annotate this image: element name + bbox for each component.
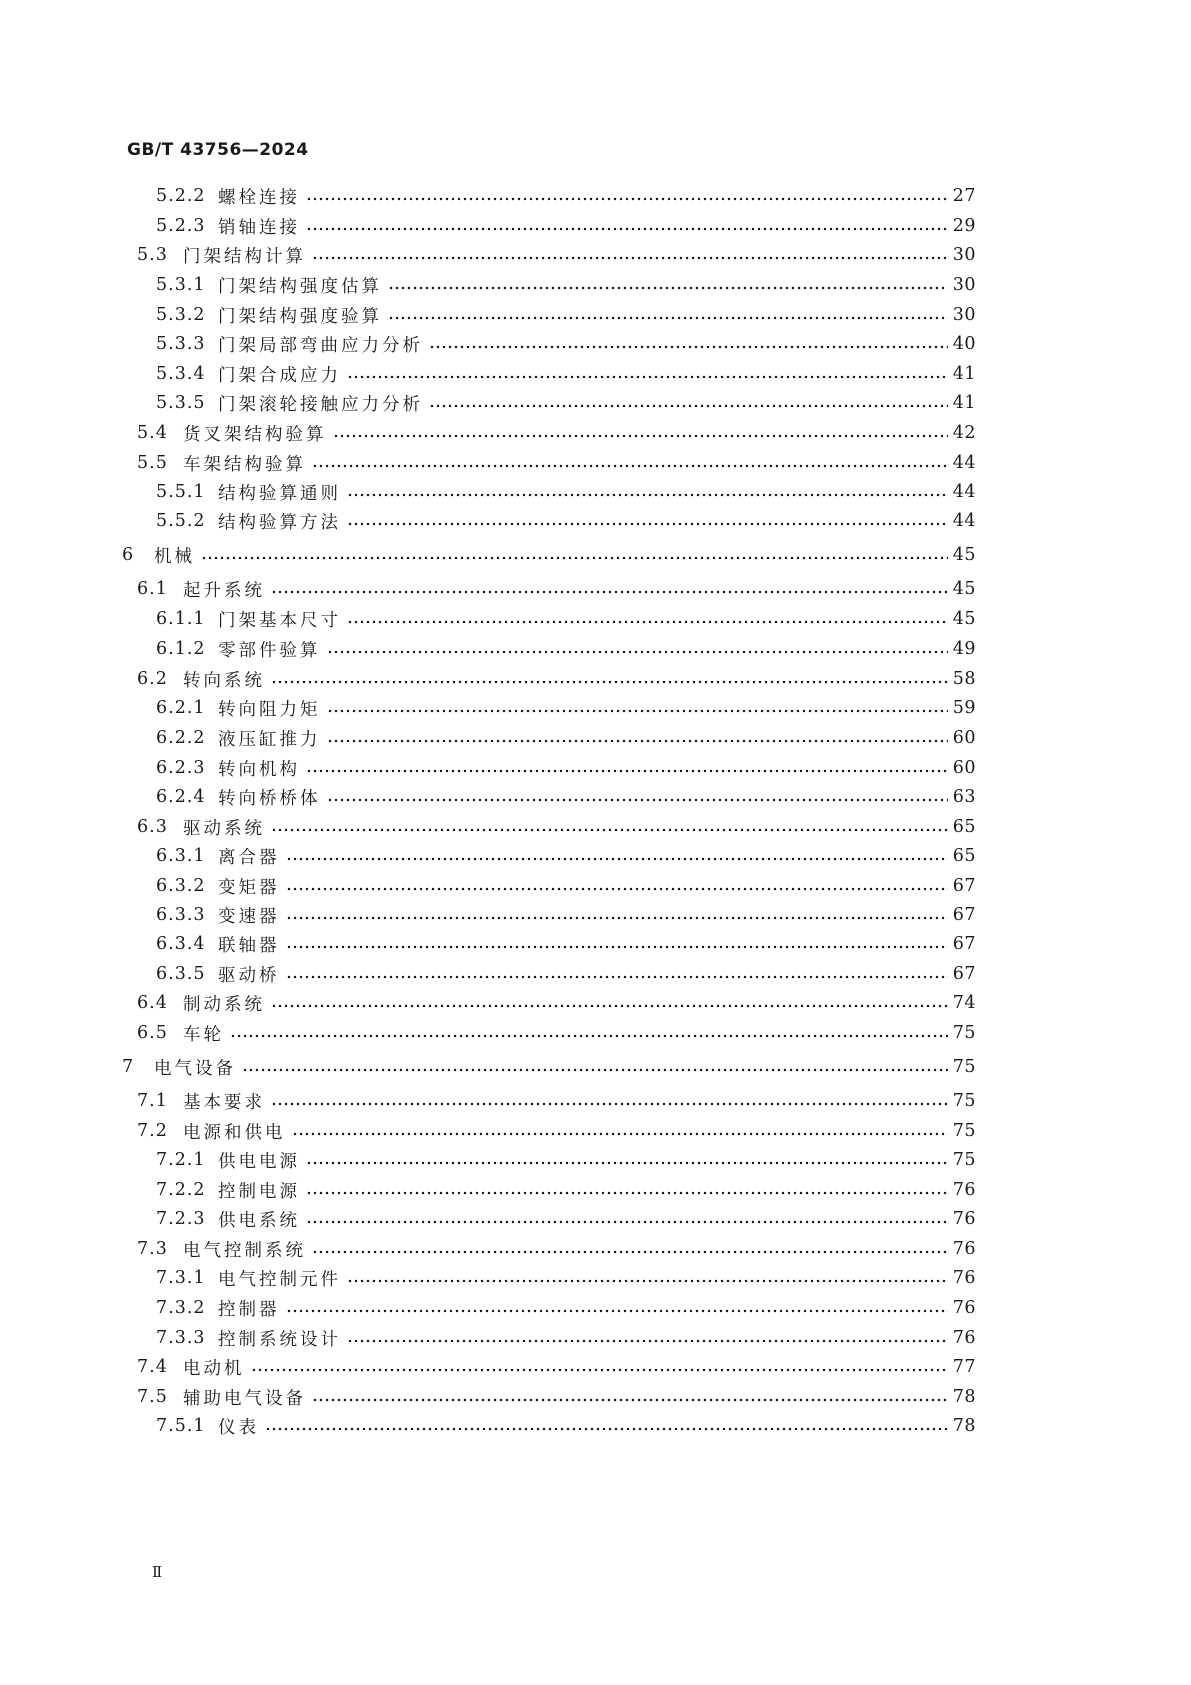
- toc-page-number: 63: [952, 787, 976, 807]
- toc-entry[interactable]: [137, 450, 976, 476]
- dot-leader: [347, 508, 948, 534]
- page-number: Ⅱ: [152, 1563, 163, 1581]
- toc-entry[interactable]: [137, 1020, 976, 1046]
- dot-leader: [333, 420, 949, 446]
- toc-section-number: 6.1: [137, 579, 168, 599]
- toc-page-number: 29: [952, 216, 976, 236]
- dot-leader: [265, 1413, 948, 1439]
- toc-section-title: 螺栓连接: [218, 187, 300, 208]
- toc-section-title: 电源和供电: [183, 1122, 286, 1143]
- toc-section-title: 控制电源: [218, 1181, 300, 1202]
- toc-page-number: 58: [952, 669, 976, 689]
- toc-page-number: 75: [952, 1023, 976, 1043]
- toc-page-number: 78: [952, 1416, 976, 1436]
- dot-leader: [286, 1295, 949, 1321]
- toc-page-number: 76: [952, 1268, 976, 1288]
- toc-page-number: 67: [952, 964, 976, 984]
- toc-page-number: 77: [952, 1357, 976, 1377]
- toc-section-title: 供电电源: [218, 1151, 300, 1172]
- toc-section-number: 6.5: [137, 1023, 168, 1043]
- toc-section-title: 控制系统设计: [218, 1329, 341, 1350]
- toc-section-number: 7.1: [137, 1091, 168, 1111]
- dot-leader: [347, 479, 948, 505]
- toc-entry[interactable]: [137, 1354, 976, 1380]
- toc-section-number: 7: [122, 1057, 135, 1077]
- dot-leader: [312, 242, 948, 268]
- toc-section-title: 转向机构: [218, 759, 300, 780]
- toc-section-title: 变速器: [218, 906, 280, 927]
- toc-page-number: 76: [952, 1298, 976, 1318]
- toc-section-number: 7.5: [137, 1387, 168, 1407]
- dot-leader: [286, 873, 949, 899]
- toc-section-title: 零部件验算: [218, 640, 321, 661]
- toc-page-number: 75: [952, 1121, 976, 1141]
- toc-section-number: 5.3.5: [156, 393, 206, 413]
- dot-leader: [429, 331, 948, 357]
- dot-leader: [327, 695, 949, 721]
- toc-entry[interactable]: [156, 931, 976, 957]
- toc-section-number: 5.3.1: [156, 275, 206, 295]
- toc-page-number: 67: [952, 876, 976, 896]
- toc-section-number: 5.2.2: [156, 186, 206, 206]
- toc-page-number: 76: [952, 1209, 976, 1229]
- toc-page-number: 75: [952, 1057, 976, 1077]
- toc-entry[interactable]: [156, 1295, 976, 1321]
- toc-page-number: 76: [952, 1239, 976, 1259]
- toc-entry[interactable]: [137, 242, 976, 268]
- toc-section-title: 驱动桥: [218, 965, 280, 986]
- dot-leader: [327, 636, 949, 662]
- toc-section-title: 转向系统: [183, 670, 265, 691]
- toc-section-title: 结构验算通则: [218, 483, 341, 504]
- toc-section-number: 6.2.1: [156, 698, 206, 718]
- toc-entry[interactable]: [156, 636, 976, 662]
- toc-entry[interactable]: [137, 420, 976, 446]
- toc-entry[interactable]: [156, 1413, 976, 1439]
- toc-page-number: 45: [952, 579, 976, 599]
- toc-page-number: 40: [952, 334, 976, 354]
- dot-leader: [306, 1206, 948, 1232]
- toc-page-number: 45: [952, 609, 976, 629]
- toc-page-number: 75: [952, 1150, 976, 1170]
- toc-page-number: 42: [952, 423, 976, 443]
- toc-entry[interactable]: [137, 1384, 976, 1410]
- toc-section-number: 6.2: [137, 669, 168, 689]
- dot-leader: [230, 1020, 948, 1046]
- toc-entry[interactable]: [137, 1118, 976, 1144]
- toc-page-number: 65: [952, 846, 976, 866]
- toc-section-title: 转向桥桥体: [218, 788, 321, 809]
- toc-section-number: 5.5.2: [156, 511, 206, 531]
- toc-page-number: 44: [952, 511, 976, 531]
- dot-leader: [327, 784, 949, 810]
- toc-entry[interactable]: [137, 990, 976, 1016]
- toc-entry[interactable]: [137, 576, 976, 602]
- toc-section-number: 6.2.3: [156, 758, 206, 778]
- toc-entry[interactable]: [122, 542, 976, 568]
- toc-section-title: 货叉架结构验算: [183, 424, 327, 445]
- toc-section-title: 结构验算方法: [218, 512, 341, 533]
- dot-leader: [388, 272, 948, 298]
- toc-section-number: 5.2.3: [156, 216, 206, 236]
- toc-section-number: 6.3.5: [156, 964, 206, 984]
- dot-leader: [306, 755, 948, 781]
- dot-leader: [271, 814, 948, 840]
- toc-section-number: 5.5.1: [156, 482, 206, 502]
- toc-page-number: 78: [952, 1387, 976, 1407]
- toc-section-title: 电气设备: [154, 1058, 236, 1079]
- toc-page-number: 74: [952, 993, 976, 1013]
- toc-page-number: 59: [952, 698, 976, 718]
- toc-section-title: 转向阻力矩: [218, 699, 321, 720]
- toc-section-title: 门架基本尺寸: [218, 610, 341, 631]
- toc-section-title: 门架结构强度验算: [218, 306, 382, 327]
- toc-section-number: 7.4: [137, 1357, 168, 1377]
- toc-entry[interactable]: [156, 902, 976, 928]
- toc-entry[interactable]: [137, 1236, 976, 1262]
- toc-section-title: 电气控制元件: [218, 1269, 341, 1290]
- dot-leader: [271, 990, 948, 1016]
- toc-page-number: 30: [952, 275, 976, 295]
- toc-section-title: 基本要求: [183, 1092, 265, 1113]
- dot-leader: [306, 1177, 948, 1203]
- toc-section-number: 5.3.4: [156, 364, 206, 384]
- toc-page-number: 41: [952, 364, 976, 384]
- toc-section-number: 5.3.3: [156, 334, 206, 354]
- dot-leader: [347, 361, 948, 387]
- dot-leader: [286, 902, 949, 928]
- toc-section-number: 6.3.1: [156, 846, 206, 866]
- dot-leader: [286, 843, 949, 869]
- dot-leader: [312, 1384, 948, 1410]
- toc-section-number: 5.5: [137, 453, 168, 473]
- toc-section-title: 驱动系统: [183, 818, 265, 839]
- toc-section-title: 控制器: [218, 1299, 280, 1320]
- toc-section-title: 车轮: [183, 1024, 224, 1045]
- toc-section-title: 机械: [154, 546, 195, 567]
- toc-section-number: 6.2.4: [156, 787, 206, 807]
- toc-section-title: 制动系统: [183, 994, 265, 1015]
- toc-entry[interactable]: [137, 814, 976, 840]
- dot-leader: [306, 213, 948, 239]
- toc-section-number: 7.5.1: [156, 1416, 206, 1436]
- toc-entry[interactable]: [137, 666, 976, 692]
- toc-section-number: 6.1.2: [156, 639, 206, 659]
- toc-section-title: 变矩器: [218, 877, 280, 898]
- toc-entry[interactable]: [156, 1206, 976, 1232]
- toc-section-number: 6.3.2: [156, 876, 206, 896]
- toc-entry[interactable]: [156, 331, 976, 357]
- toc-page-number: 49: [952, 639, 976, 659]
- toc-section-title: 门架合成应力: [218, 365, 341, 386]
- toc-section-title: 车架结构验算: [183, 454, 306, 475]
- toc-entry[interactable]: [156, 873, 976, 899]
- toc-section-title: 销轴连接: [218, 217, 300, 238]
- dot-leader: [271, 666, 948, 692]
- toc-entry[interactable]: [156, 784, 976, 810]
- toc-section-number: 5.4: [137, 423, 168, 443]
- toc-entry[interactable]: [156, 961, 976, 987]
- dot-leader: [429, 390, 948, 416]
- toc-section-number: 7.2: [137, 1121, 168, 1141]
- toc-page-number: 76: [952, 1180, 976, 1200]
- toc-entry[interactable]: [156, 755, 976, 781]
- document-header: GB/T 43756—2024: [127, 140, 309, 160]
- toc-page-number: 67: [952, 934, 976, 954]
- toc-section-title: 门架滚轮接触应力分析: [218, 394, 423, 415]
- toc-entry[interactable]: [156, 1325, 976, 1351]
- toc-entry[interactable]: [156, 843, 976, 869]
- toc-section-number: 6.4: [137, 993, 168, 1013]
- toc-section-title: 电动机: [183, 1358, 245, 1379]
- toc-section-number: 6.3.4: [156, 934, 206, 954]
- toc-entry[interactable]: [156, 213, 976, 239]
- toc-section-title: 电气控制系统: [183, 1240, 306, 1261]
- toc-page-number: 60: [952, 728, 976, 748]
- toc-section-number: 6.3.3: [156, 905, 206, 925]
- toc-section-number: 6.1.1: [156, 609, 206, 629]
- dot-leader: [271, 1088, 948, 1114]
- toc-entry[interactable]: [156, 390, 976, 416]
- toc-section-title: 离合器: [218, 847, 280, 868]
- toc-section-title: 联轴器: [218, 935, 280, 956]
- toc-section-title: 辅助电气设备: [183, 1388, 306, 1409]
- toc-section-number: 5.3: [137, 245, 168, 265]
- toc-page-number: 27: [952, 186, 976, 206]
- toc-section-number: 7.3.3: [156, 1328, 206, 1348]
- toc-section-title: 门架局部弯曲应力分析: [218, 335, 423, 356]
- toc-page-number: 44: [952, 453, 976, 473]
- toc-page-number: 67: [952, 905, 976, 925]
- toc-section-number: 6: [122, 545, 135, 565]
- dot-leader: [286, 931, 949, 957]
- toc-section-number: 7.3.1: [156, 1268, 206, 1288]
- dot-leader: [327, 725, 949, 751]
- dot-leader: [347, 606, 948, 632]
- toc-entry[interactable]: [156, 272, 976, 298]
- toc-section-number: 7.2.3: [156, 1209, 206, 1229]
- dot-leader: [242, 1054, 948, 1080]
- dot-leader: [292, 1118, 949, 1144]
- toc-entry[interactable]: [156, 725, 976, 751]
- toc-section-number: 7.2.2: [156, 1180, 206, 1200]
- toc-section-title: 门架结构计算: [183, 246, 306, 267]
- dot-leader: [347, 1265, 948, 1291]
- dot-leader: [312, 450, 948, 476]
- toc-section-title: 液压缸推力: [218, 729, 321, 750]
- dot-leader: [306, 1147, 948, 1173]
- toc-entry[interactable]: [137, 1088, 976, 1114]
- toc-page-number: 44: [952, 482, 976, 502]
- toc-section-number: 7.3.2: [156, 1298, 206, 1318]
- toc-section-number: 7.2.1: [156, 1150, 206, 1170]
- toc-entry[interactable]: [156, 479, 976, 505]
- toc-entry[interactable]: [156, 1177, 976, 1203]
- toc-section-number: 6.3: [137, 817, 168, 837]
- dot-leader: [271, 576, 948, 602]
- toc-entry[interactable]: [156, 606, 976, 632]
- toc-page-number: 41: [952, 393, 976, 413]
- toc-entry[interactable]: [122, 1054, 976, 1080]
- toc-page-number: 60: [952, 758, 976, 778]
- dot-leader: [306, 183, 948, 209]
- dot-leader: [251, 1354, 949, 1380]
- toc-section-number: 7.3: [137, 1239, 168, 1259]
- toc-page-number: 45: [952, 545, 976, 565]
- toc-section-number: 5.3.2: [156, 305, 206, 325]
- toc-section-title: 门架结构强度估算: [218, 276, 382, 297]
- dot-leader: [388, 302, 948, 328]
- dot-leader: [347, 1325, 948, 1351]
- toc-section-title: 起升系统: [183, 580, 265, 601]
- toc-entry[interactable]: [156, 508, 976, 534]
- toc-page-number: 65: [952, 817, 976, 837]
- toc-section-title: 仪表: [218, 1417, 259, 1438]
- toc-section-number: 6.2.2: [156, 728, 206, 748]
- toc-entry[interactable]: [156, 1147, 976, 1173]
- toc-entry[interactable]: [156, 183, 976, 209]
- toc-entry[interactable]: [156, 302, 976, 328]
- toc-entry[interactable]: [156, 361, 976, 387]
- dot-leader: [312, 1236, 948, 1262]
- toc-page-number: 75: [952, 1091, 976, 1111]
- toc-entry[interactable]: [156, 1265, 976, 1291]
- dot-leader: [286, 961, 949, 987]
- toc-section-title: 供电系统: [218, 1210, 300, 1231]
- toc-entry[interactable]: [156, 695, 976, 721]
- toc-page-number: 30: [952, 245, 976, 265]
- dot-leader: [201, 542, 948, 568]
- toc-page-number: 30: [952, 305, 976, 325]
- toc-page-number: 76: [952, 1328, 976, 1348]
